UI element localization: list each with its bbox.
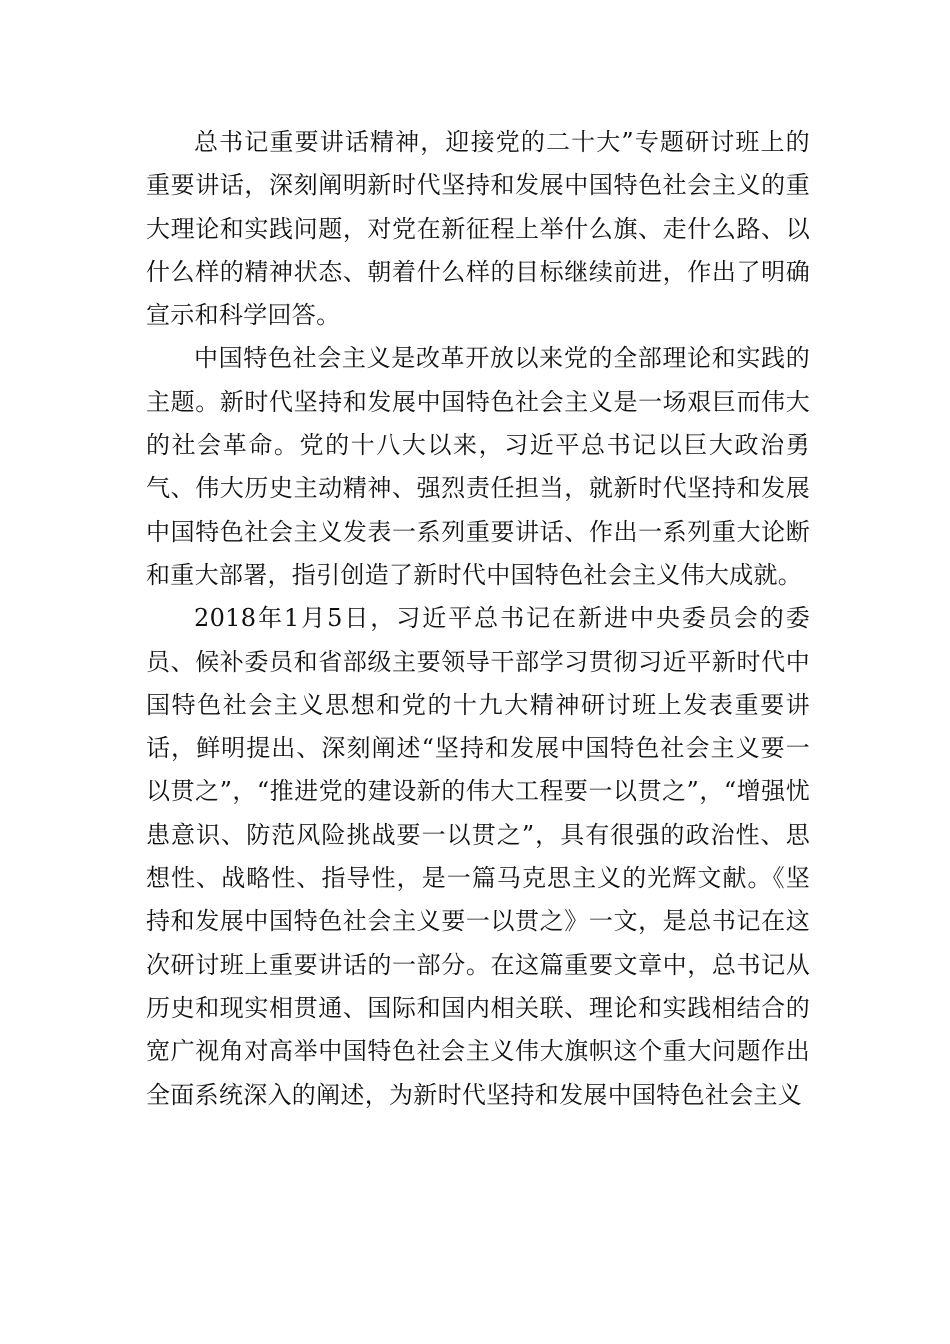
paragraph-3: 2018年1月5日，习近平总书记在新进中央委员会的委员、候补委员和省部级主要领导干部学习贯彻习近平新时代中国特色社会主义思想和党的十九大精神研讨班上发表重要讲话，鲜明提出、深刻阐述“坚持和发展中国特色社会主义要一以贯之”，“推进党的建设新的伟大工程要一以贯之”，“增强忧患意识、防范风险挑战要一以贯之”，具有很强的政治性、思想性、战略性、指导性，是一篇马克思主义的光辉文献。《坚持和发展中国特色社会主义要一以贯之》一文，是总书记在这次研讨班上重要讲话的一部分。在这篇重要文章中，总书记从历史和现实相贯通、国际和国内相关联、理论和实践相结合的宽广视角对高举中国特色社会主义伟大旗帜这个重大问题作出全面系统深入的阐述，为新时代坚持和发展中国特色社会主义 — [146, 604, 810, 1109]
paragraph-1: 总书记重要讲话精神，迎接党的二十大”专题研讨班上的重要讲话，深刻阐明新时代坚持和发展中国特色社会主义的重大理论和实践问题，对党在新征程上举什么旗、走什么路、以什么样的精神状态、朝着什么样的目标继续前进，作出了明确宣示和科学回答。 — [146, 128, 810, 330]
document-body — [146, 121, 810, 1117]
paragraph-2: 中国特色社会主义是改革开放以来党的全部理论和实践的主题。新时代坚持和发展中国特色社会主义是一场艰巨而伟大的社会革命。党的十八大以来，习近平总书记以巨大政治勇气、伟大历史主动精神、强烈责任担当，就新时代坚持和发展中国特色社会主义发表一系列重要讲话、作出一系列重大论断和重大部署，指引创造了新时代中国特色社会主义伟大成就。 — [146, 344, 810, 589]
